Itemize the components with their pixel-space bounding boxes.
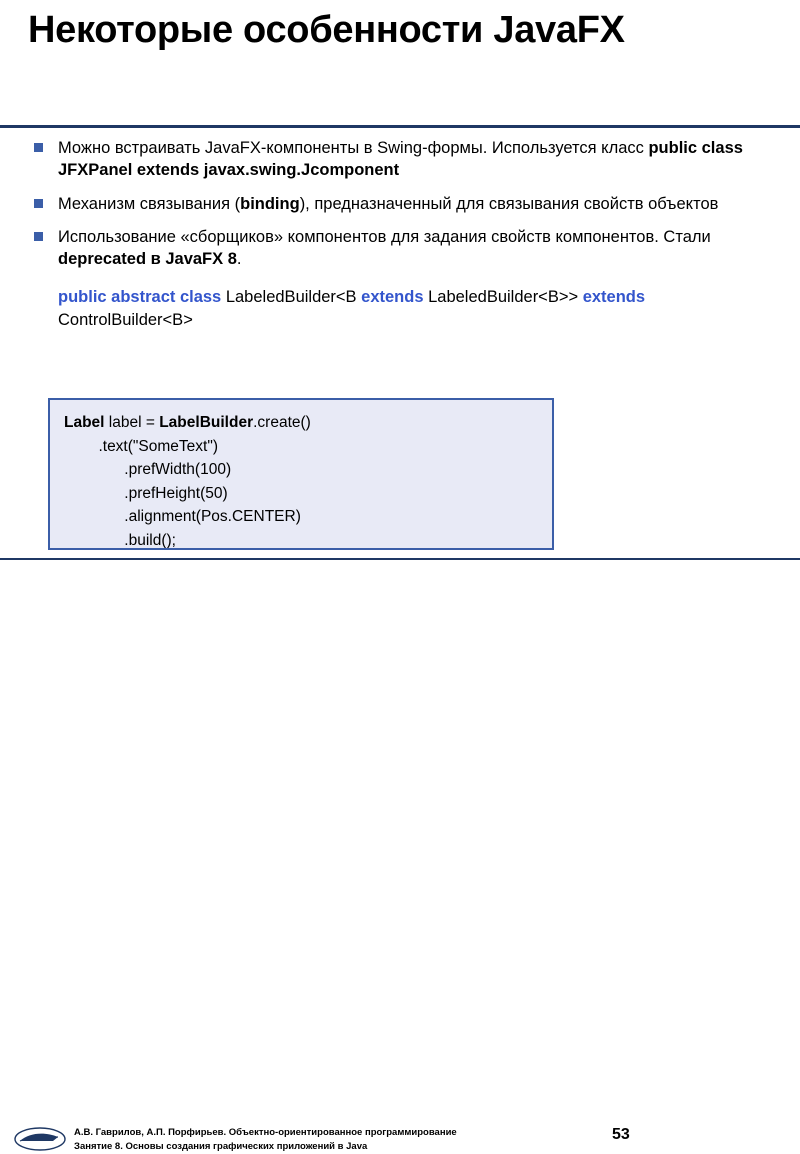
- bullet-3-pre: Использование «сборщиков» компонентов для задания свойств компонентов. Стали: [58, 227, 711, 246]
- code-block: [48, 398, 554, 550]
- page-number: 53: [612, 1126, 630, 1143]
- bullet-1-bold: public class JFXPanel extends javax.swing.Jcomponent: [58, 139, 743, 180]
- title-divider: [0, 125, 800, 128]
- code-type-label: Label: [64, 414, 105, 431]
- code-keyword-extends-2: extends: [582, 288, 646, 307]
- footer-credits: [74, 1126, 574, 1154]
- footer-line-1: А.В. Гаврилов, А.П. Порфирьев. Объектно-ориентированное программирование: [74, 1127, 457, 1138]
- code-builder-label: LabelBuilder: [159, 414, 254, 431]
- bullet-2-post: ), предназначенный для связывания свойств объектов: [299, 194, 719, 213]
- code-line-3: .prefWidth(100): [64, 461, 232, 479]
- code-line-6: .build();: [64, 531, 176, 549]
- bullet-2-bold: binding: [240, 194, 300, 213]
- code-line-2: .text("SomeText"): [64, 437, 218, 455]
- code-keyword-extends-1: extends: [361, 288, 424, 307]
- bullet-marker-icon: [34, 232, 43, 241]
- code-mid-1: LabeledBuilder<B: [221, 288, 362, 307]
- bullet-3-post: .: [236, 250, 242, 269]
- bullet-item-3: [28, 226, 776, 271]
- code-keyword-public-abstract-class: public abstract class: [58, 288, 222, 307]
- page-title: Некоторые особенности JavaFX: [28, 9, 625, 51]
- code-line-5: .alignment(Pos.CENTER): [64, 508, 301, 526]
- bullet-item-2: [28, 193, 776, 215]
- code-line-4: .prefHeight(50): [64, 484, 228, 502]
- slide-body: [28, 137, 776, 331]
- university-logo-icon: [14, 1126, 66, 1152]
- bullet-item-1: [28, 137, 776, 182]
- code-line-1-plain1: label =: [104, 414, 160, 431]
- code-line-1-plain2: .create(): [253, 414, 311, 431]
- bullet-2-pre: Механизм связывания (: [58, 194, 241, 213]
- footer-line-2: Занятие 8. Основы создания графических приложений в Java: [74, 1140, 368, 1152]
- bullet-marker-icon: [34, 143, 43, 152]
- bullet-marker-icon: [34, 199, 43, 208]
- code-mid-2: LabeledBuilder<B>>: [423, 288, 583, 307]
- code-mid-3: ControlBuilder<B>: [58, 310, 193, 329]
- bullet-3-bold: deprecated в JavaFX 8: [58, 250, 237, 269]
- bullet-1-text: Можно встраивать JavaFX-компоненты в Swing-формы. Используется класс: [58, 139, 649, 157]
- footer: [0, 560, 800, 1152]
- code-line-1: [64, 411, 538, 435]
- code-signature: [58, 286, 776, 331]
